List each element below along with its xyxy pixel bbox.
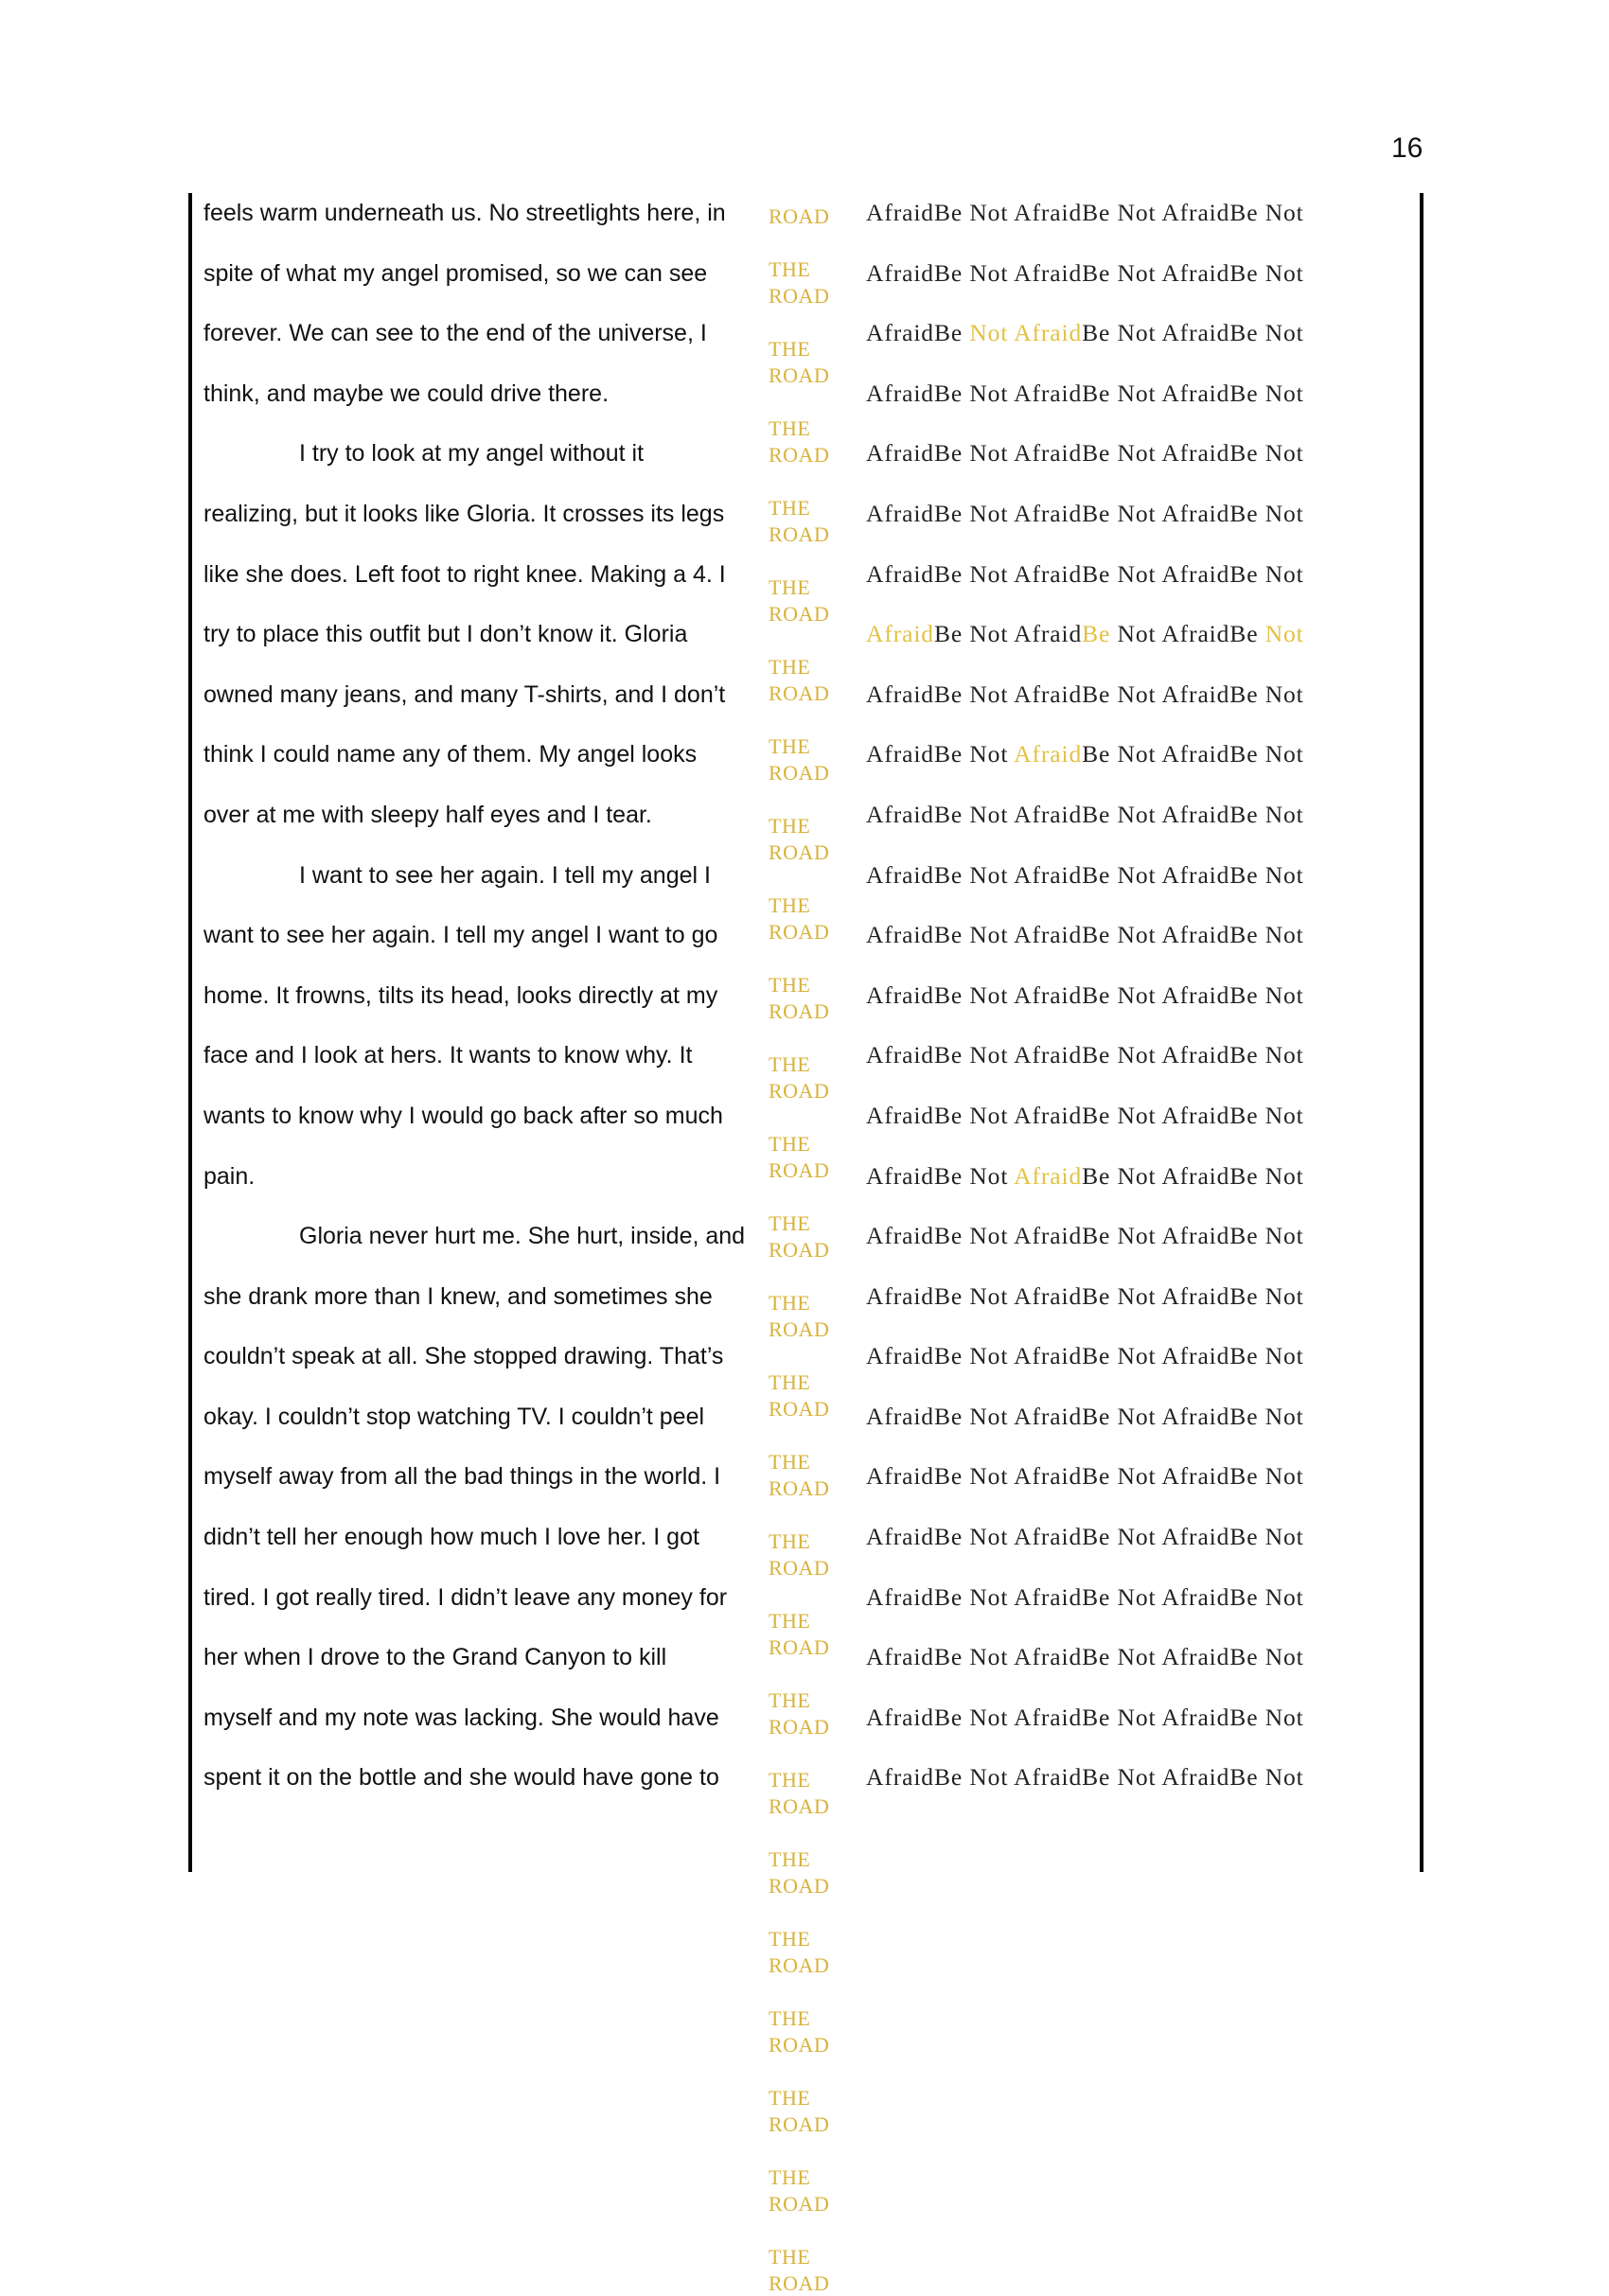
afraid-line bbox=[866, 555, 1304, 615]
afraid-column bbox=[866, 193, 1304, 1818]
prose-line: face and I look at hers. It wants to know why. It bbox=[203, 1042, 693, 1069]
highlighted-segment: Afraid bbox=[866, 620, 934, 648]
highlighted-segment: Not bbox=[1264, 620, 1304, 648]
afraid-line bbox=[866, 433, 1304, 494]
prose-line: try to place this outfit but I don’t know it. Gloria bbox=[203, 621, 688, 648]
road-word: ROAD bbox=[769, 1476, 830, 1500]
afraid-line bbox=[866, 254, 1304, 314]
road-word: THE bbox=[769, 495, 811, 520]
afraid-line bbox=[866, 1757, 1304, 1818]
prose-line: tired. I got really tired. I didn’t leave any money for bbox=[203, 1583, 728, 1611]
prose-line: home. It frowns, tilts its head, looks directly at my bbox=[203, 981, 718, 1009]
road-word: ROAD bbox=[769, 363, 830, 387]
text-segment: AfraidBe Not AfraidBe Not AfraidBe Not bbox=[866, 1462, 1304, 1491]
afraid-line bbox=[866, 374, 1304, 434]
highlighted-segment: Be bbox=[1082, 620, 1111, 648]
text-segment: AfraidBe Not AfraidBe Not AfraidBe Not bbox=[866, 1342, 1304, 1370]
road-word: ROAD bbox=[769, 284, 830, 308]
afraid-line bbox=[866, 1517, 1304, 1578]
road-word: THE bbox=[769, 1767, 811, 1792]
road-word: THE bbox=[769, 2164, 811, 2189]
afraid-line bbox=[866, 675, 1304, 735]
text-segment: AfraidBe Not AfraidBe Not AfraidBe Not bbox=[866, 800, 1304, 828]
afraid-line bbox=[866, 1397, 1304, 1457]
prose-line: think I could name any of them. My angel looks bbox=[203, 741, 698, 768]
text-segment: AfraidBe Not AfraidBe Not AfraidBe Not bbox=[866, 921, 1304, 949]
text-segment: AfraidBe Not AfraidBe Not AfraidBe Not bbox=[866, 199, 1304, 226]
road-word: ROAD bbox=[769, 2033, 830, 2057]
page-number: 16 bbox=[1391, 132, 1423, 164]
prose-line: myself away from all the bad things in the world. I bbox=[203, 1463, 721, 1491]
text-segment: AfraidBe Not AfraidBe Not AfraidBe Not bbox=[866, 258, 1304, 287]
prose-line: myself and my note was lacking. She would have bbox=[203, 1704, 719, 1731]
afraid-line bbox=[866, 1637, 1304, 1698]
prose-line: didn’t tell her enough how much I love her. I got bbox=[203, 1524, 699, 1551]
road-word: ROAD bbox=[769, 1556, 830, 1580]
prose-line: realizing, but it looks like Gloria. It crosses its legs bbox=[203, 500, 725, 527]
prose-line: spent it on the bottle and she would have gone to bbox=[203, 1764, 719, 1792]
prose-line: Gloria never hurt me. She hurt, inside, and bbox=[299, 1223, 746, 1250]
road-word: ROAD bbox=[769, 2271, 830, 2295]
road-word: THE bbox=[769, 1369, 811, 1394]
text-segment: Be Not AfraidBe Not bbox=[1082, 319, 1304, 347]
road-word: ROAD bbox=[769, 522, 830, 546]
prose-line: I try to look at my angel without it bbox=[299, 440, 645, 468]
road-word: ROAD bbox=[769, 920, 830, 944]
left-margin-rule bbox=[188, 193, 192, 1872]
afraid-line bbox=[866, 795, 1304, 856]
afraid-line bbox=[866, 976, 1304, 1036]
text-segment: AfraidBe Not AfraidBe Not AfraidBe Not bbox=[866, 379, 1304, 407]
prose-line: like she does. Left foot to right knee. Making a 4. I bbox=[203, 560, 726, 588]
road-word: THE bbox=[769, 2005, 811, 2030]
road-word: THE bbox=[769, 1051, 811, 1076]
text-segment: AfraidBe Not AfraidBe Not AfraidBe Not bbox=[866, 1643, 1304, 1671]
road-word: ROAD bbox=[769, 602, 830, 626]
road-word: THE bbox=[769, 1846, 811, 1871]
prose-line: forever. We can see to the end of the universe, I bbox=[203, 320, 707, 347]
road-word: ROAD bbox=[769, 1874, 830, 1898]
road-word: THE bbox=[769, 1528, 811, 1553]
text-segment: AfraidBe Not AfraidBe Not AfraidBe Not bbox=[866, 1101, 1304, 1129]
highlighted-segment: Afraid bbox=[1014, 740, 1083, 768]
text-segment: AfraidBe Not AfraidBe Not AfraidBe Not bbox=[866, 1281, 1304, 1310]
prose-line: okay. I couldn’t stop watching TV. I couldn’t peel bbox=[203, 1403, 705, 1430]
road-word: ROAD bbox=[769, 1397, 830, 1421]
road-word: ROAD bbox=[769, 2192, 830, 2216]
text-segment: AfraidBe Not bbox=[866, 740, 1015, 768]
prose-line: feels warm underneath us. No streetlights here, in bbox=[203, 200, 726, 226]
road-word: THE bbox=[769, 2244, 811, 2269]
road-word: ROAD bbox=[769, 999, 830, 1023]
road-word: THE bbox=[769, 415, 811, 440]
road-word: ROAD bbox=[769, 1158, 830, 1182]
prose-line: over at me with sleepy half eyes and I tear. bbox=[203, 801, 652, 828]
road-word: THE bbox=[769, 972, 811, 997]
afraid-line bbox=[866, 193, 1304, 254]
prose-line: spite of what my angel promised, so we can see bbox=[203, 259, 708, 287]
afraid-line bbox=[866, 494, 1304, 555]
road-word: ROAD bbox=[769, 1635, 830, 1659]
road-word: THE bbox=[769, 336, 811, 361]
text-segment: AfraidBe Not AfraidBe Not AfraidBe Not bbox=[866, 1222, 1304, 1250]
afraid-line bbox=[866, 1336, 1304, 1397]
road-word: THE bbox=[769, 1290, 811, 1315]
road-word: THE bbox=[769, 1131, 811, 1156]
road-word: ROAD bbox=[769, 1079, 830, 1103]
road-word: ROAD bbox=[769, 681, 830, 705]
prose-line: her when I drove to the Grand Canyon to kill bbox=[203, 1644, 667, 1671]
prose-line: think, and maybe we could drive there. bbox=[203, 380, 610, 407]
road-word: ROAD bbox=[769, 1794, 830, 1818]
road-word: THE bbox=[769, 892, 811, 917]
road-word: THE bbox=[769, 654, 811, 679]
afraid-line bbox=[866, 1277, 1304, 1337]
afraid-line bbox=[866, 1457, 1304, 1517]
text-segment: AfraidBe Not AfraidBe Not AfraidBe Not bbox=[866, 1763, 1304, 1792]
afraid-line bbox=[866, 1157, 1304, 1217]
afraid-line bbox=[866, 1035, 1304, 1096]
afraid-line bbox=[866, 1578, 1304, 1638]
text-segment: AfraidBe Not AfraidBe Not AfraidBe Not bbox=[866, 439, 1304, 468]
prose-line: couldn’t speak at all. She stopped drawing. That’s bbox=[203, 1343, 724, 1370]
road-word: THE bbox=[769, 1926, 811, 1951]
road-word: ROAD bbox=[769, 204, 830, 228]
road-word: THE bbox=[769, 733, 811, 758]
text-segment: AfraidBe Not bbox=[866, 1161, 1015, 1190]
afraid-line bbox=[866, 1096, 1304, 1157]
road-word: ROAD bbox=[769, 1238, 830, 1262]
prose-line: owned many jeans, and many T-shirts, and I don’t bbox=[203, 680, 726, 708]
prose-line: I want to see her again. I tell my angel I bbox=[299, 861, 711, 889]
text-segment: AfraidBe Not AfraidBe Not AfraidBe Not bbox=[866, 1703, 1304, 1731]
text-segment: AfraidBe Not AfraidBe Not AfraidBe Not bbox=[866, 1041, 1304, 1069]
text-segment: AfraidBe bbox=[866, 319, 970, 347]
text-segment: AfraidBe Not AfraidBe Not AfraidBe Not bbox=[866, 559, 1304, 588]
text-segment: Be Not AfraidBe Not bbox=[1082, 740, 1304, 768]
road-word: ROAD bbox=[769, 443, 830, 467]
prose-line: she drank more than I knew, and sometimes she bbox=[203, 1282, 713, 1310]
afraid-line bbox=[866, 1698, 1304, 1758]
road-word: ROAD bbox=[769, 1317, 830, 1341]
road-word: THE bbox=[769, 1608, 811, 1633]
prose-line: want to see her again. I tell my angel I want to go bbox=[203, 922, 718, 949]
text-segment: Be Not Afraid bbox=[933, 620, 1083, 648]
road-word: ROAD bbox=[769, 1953, 830, 1977]
road-word: THE bbox=[769, 574, 811, 599]
right-margin-rule bbox=[1420, 193, 1423, 1872]
afraid-line bbox=[866, 313, 1304, 374]
afraid-line bbox=[866, 1216, 1304, 1277]
road-word: THE bbox=[769, 2085, 811, 2110]
road-word: THE bbox=[769, 1210, 811, 1235]
road-word: THE bbox=[769, 1449, 811, 1474]
text-segment: AfraidBe Not AfraidBe Not AfraidBe Not bbox=[866, 1523, 1304, 1551]
text-segment: Be Not AfraidBe Not bbox=[1082, 1161, 1304, 1190]
text-segment: AfraidBe Not AfraidBe Not AfraidBe Not bbox=[866, 980, 1304, 1009]
text-segment: AfraidBe Not AfraidBe Not AfraidBe Not bbox=[866, 499, 1304, 527]
road-word: ROAD bbox=[769, 761, 830, 785]
road-word: THE bbox=[769, 1687, 811, 1712]
afraid-line bbox=[866, 614, 1304, 675]
road-word: ROAD bbox=[769, 840, 830, 864]
road-word: THE bbox=[769, 256, 811, 281]
prose-line: wants to know why I would go back after so much bbox=[203, 1102, 723, 1129]
afraid-line bbox=[866, 856, 1304, 916]
text-segment: AfraidBe Not AfraidBe Not AfraidBe Not bbox=[866, 1582, 1304, 1611]
road-word: ROAD bbox=[769, 1715, 830, 1739]
text-segment: Not AfraidBe bbox=[1110, 620, 1265, 648]
text-segment: AfraidBe Not AfraidBe Not AfraidBe Not bbox=[866, 860, 1304, 889]
prose-line: pain. bbox=[203, 1162, 256, 1190]
road-word: THE bbox=[769, 813, 811, 838]
road-word: ROAD bbox=[769, 2112, 830, 2136]
text-segment: AfraidBe Not AfraidBe Not AfraidBe Not bbox=[866, 1402, 1304, 1430]
afraid-line bbox=[866, 734, 1304, 795]
prose-column bbox=[203, 193, 752, 1818]
highlighted-segment: Afraid bbox=[1014, 1161, 1083, 1190]
afraid-line bbox=[866, 915, 1304, 976]
highlighted-segment: Not Afraid bbox=[969, 319, 1083, 347]
text-segment: AfraidBe Not AfraidBe Not AfraidBe Not bbox=[866, 680, 1304, 708]
